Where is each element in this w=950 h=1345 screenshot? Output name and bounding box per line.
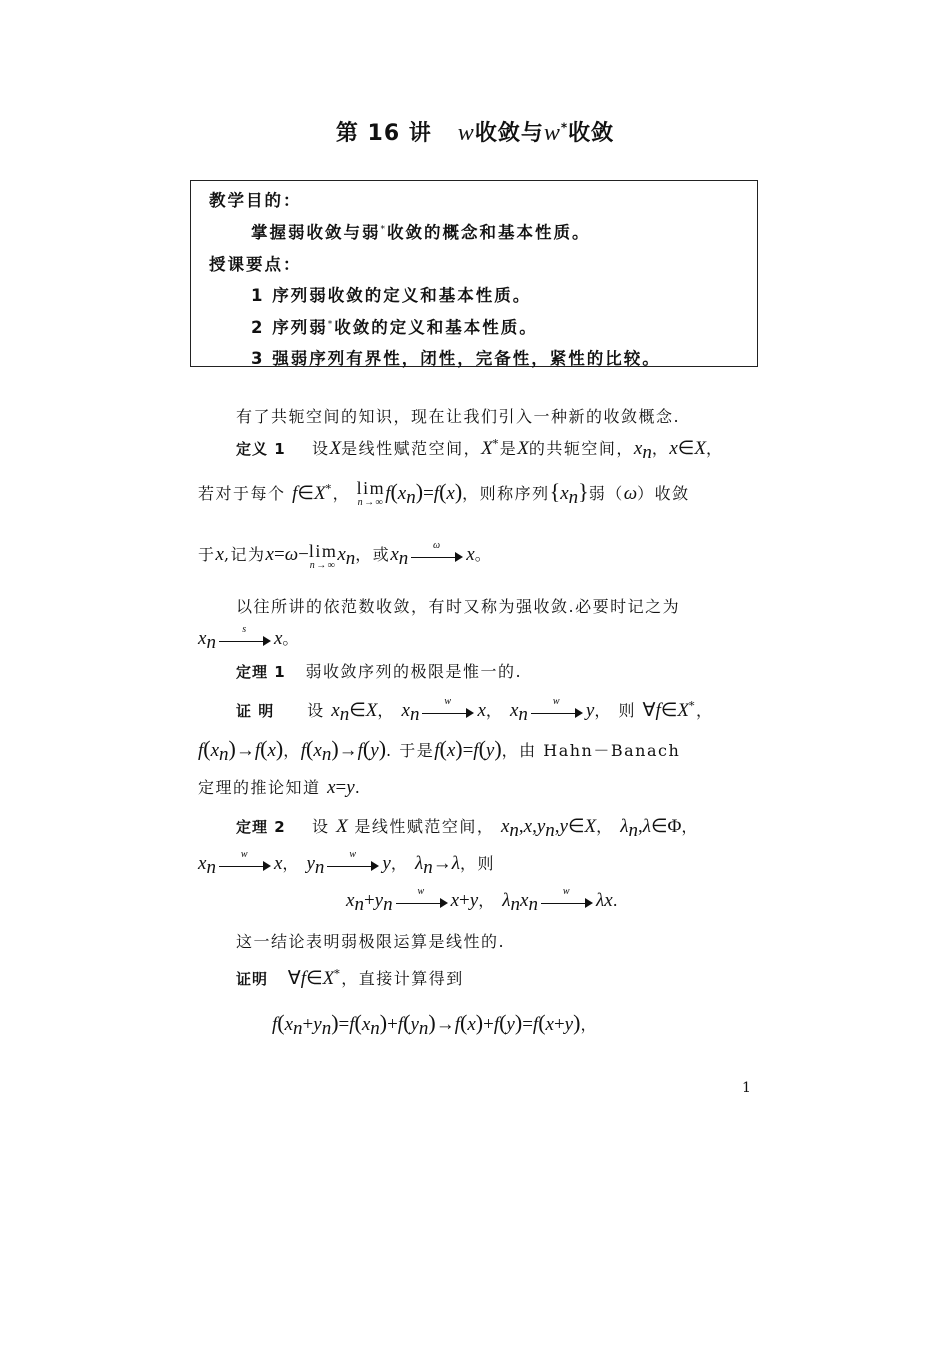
page-number: 1 <box>742 1080 751 1096</box>
intro-paragraph: 有了共轭空间的知识，现在让我们引入一种新的收敛概念. <box>236 407 681 426</box>
theorem-1: 定理 1 弱收敛序列的极限是惟一的. <box>236 662 523 681</box>
page-title: 第 16 讲 w收敛与w*收敛 <box>335 120 615 146</box>
theorem-2-hypothesis: $x_n$ w x， $y_n$ w y， $\lambda_n\to\lambda$，则 <box>198 848 495 879</box>
theorem-2-conclusion: $x_n+y_n$ w x+y， $\lambda_nx_n$ w λx. <box>346 885 620 916</box>
linearity-remark: 这一结论表明弱极限运算是线性的. <box>236 932 506 951</box>
strong-convergence-paragraph: 以往所讲的依范数收敛，有时又称为强收敛.必要时记之为 <box>236 597 681 616</box>
point-3: 3 强弱序列有界性，闭性，完备性，紧性的比较。 <box>251 349 661 368</box>
weak-arrow: ω <box>411 549 463 563</box>
proof-2-equation: $f(x_n+y_n)=f(x_n)+f(y_n)\to f(x)+f(y)=f(x+y)$， <box>272 1010 598 1040</box>
teaching-objectives-box <box>190 180 758 367</box>
point-1: 1 序列弱收敛的定义和基本性质。 <box>251 286 532 305</box>
definition-1-line-2: 若对于每个 f∈X*， lim n→∞ $f(x_n)=f(x)$，则称序列$\{x_n\}$弱（ω）收敛 <box>198 478 690 509</box>
definition-1-line-3: 于x,记为x=ω−lim n→∞ $x_n$，或$x_n$ ω x。 <box>198 539 493 571</box>
limit-operator: lim n→∞ <box>356 478 386 508</box>
goal-heading: 教学目的： <box>209 191 302 210</box>
title-lecture-number: 第 16 讲 <box>335 121 432 146</box>
theorem-2: 定理 2 设 X 是线性赋范空间， $x_n,x,y_n,y\in X$， $\lambda_n,\lambda\in\Phi$， <box>236 816 699 842</box>
proof-2-intro: 证明 ∀f∈X*，直接计算得到 <box>236 967 464 989</box>
strong-convergence-notation: $x_n$ s x。 <box>198 623 300 654</box>
point-2: 2 序列弱*收敛的定义和基本性质。 <box>251 318 538 337</box>
points-heading: 授课要点： <box>209 255 302 274</box>
proof-1-line-3: 定理的推论知道 x=y. <box>198 777 362 798</box>
proof-1-line-2: $f(x_n)\to f(x)$，$f(x_n)\to f(y)$. 于是f(x)=f(y)，由 Hahn－Banach <box>198 736 681 766</box>
definition-1: 定义 1 设X是线性赋范空间，X*是X的共轭空间，$x_n$，x∈X， <box>236 437 724 464</box>
goal-text: 掌握弱收敛与弱*收敛的概念和基本性质。 <box>251 223 591 242</box>
strong-arrow: s <box>219 633 271 647</box>
proof-1-line-1: 证 明 设 $x_n\in X$， $x_n$ w x， $x_n$ w y， 则 ∀f∈X*， <box>236 695 714 726</box>
